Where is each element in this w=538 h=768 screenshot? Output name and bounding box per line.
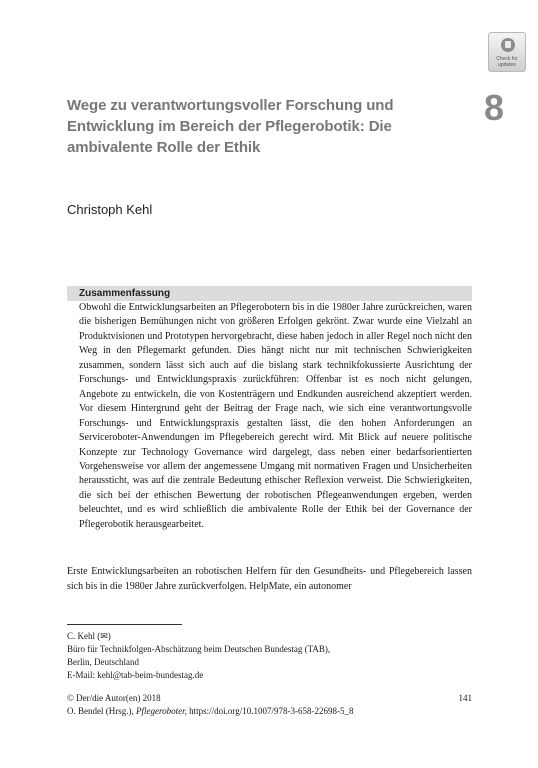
abstract-heading: Zusammenfassung: [67, 286, 472, 301]
abstract-box: [67, 286, 472, 532]
citation-editor: O. Bendel (Hrsg.),: [67, 706, 134, 716]
page-number: 141: [458, 693, 472, 703]
citation-book-title: Pflegeroboter,: [136, 706, 187, 716]
footnote-author: C. Kehl: [67, 631, 95, 641]
copyright-line: © Der/die Autor(en) 2018: [67, 693, 161, 703]
author-footnote: [67, 630, 472, 682]
check-for-updates-badge[interactable]: [488, 32, 526, 72]
abstract-text: Obwohl die Entwicklungsarbeiten an Pflegerobotern bis in die 1980er Jahre zurückreichen, waren die bisherigen Bemühungen nicht von größeren Erfolgen gekrönt. Zwar wurde eine Vielzahl an Produktvisionen und Prototypen hervorgebracht, diese haben jedoch in aller Regel noch nicht den Weg in den Pflegemarkt gefunden. Dies hängt nicht nur mit technischen Schwierigkeiten zusammen, sondern lässt sich auch auf die bislang stark technikfokussierte Ausrichtung der Forschungs- und Entwicklungspraxis zurückführen: Offenbar ist es noch nicht gelungen, Angebote zu entwickeln, die von Kostenträgern und Endkunden ausreichend akzeptiert werden. Vor diesem Hintergrund geht der Beitrag der Frage nach, wie sich eine verantwortungsvolle Forschungs- und Entwicklungspraxis gestalten lässt, die den hohen Anforderungen an Serviceroboter-Anwendungen im Pflegebereich gerecht wird. Mit Blick auf neuere politische Konzepte zur Technology Governance wird dargelegt, dass neben einer bedarfsorientierten Vorgehensweise vor allem der angemessene Umgang mit normativen Fragen und Unsicherheiten heraussticht, was auf die zentrale Bedeutung ethischer Reflexion verweist. Die Schwierigkeiten, die sich bei der ethischen Bewertung der robotischen Pflegeanwendungen ergeben, werden beleuchtet, und es wird schließlich die ambivalente Rolle der Ethik bei der Governance der Pflegerobotik herausgearbeitet.: [79, 302, 472, 530]
badge-label: Check for updates: [496, 56, 518, 68]
body-paragraph: Erste Entwicklungsarbeiten an robotischen Helfern für den Gesundheits- und Pflegebereich lassen sich bis in die 1980er Jahre zurückverfolgen. HelpMate, ein autonomer: [67, 566, 472, 592]
citation-line: [67, 705, 447, 718]
footnote-divider: [67, 624, 182, 625]
chapter-title: Wege zu verantwortungsvoller Forschung und Entwicklung im Bereich der Pflegerobotik: Die ambivalente Rolle der Ethik: [67, 97, 394, 156]
footnote-affiliation: Büro für Technikfolgen-Abschätzung beim Deutschen Bundestag (TAB),: [67, 644, 331, 654]
footnote-email[interactable]: E-Mail: kehl@tab-beim-bundestag.de: [67, 670, 204, 680]
chapter-number: 8: [484, 87, 505, 128]
footnote-author-line: C. Kehl (✉): [67, 631, 111, 641]
citation-doi[interactable]: https://doi.org/10.1007/978-3-658-22698-5_8: [189, 706, 354, 716]
footnote-location: Berlin, Deutschland: [67, 657, 139, 667]
page-footer: [67, 692, 447, 718]
check-for-updates-icon: [501, 38, 515, 52]
envelope-icon: ✉: [100, 631, 108, 641]
author-name: Christoph Kehl: [67, 202, 153, 217]
